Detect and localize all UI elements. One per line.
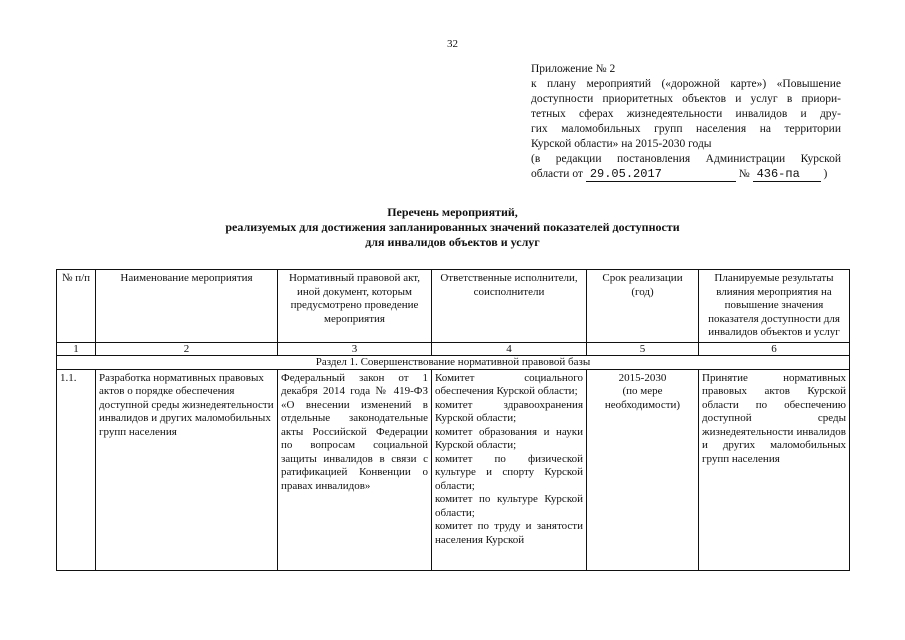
appendix-line: доступности приоритетных объектов и услуг в приори- — [531, 93, 841, 105]
row-name: Разработка нормативных правовых актов о порядке обеспечения доступной среды жизнедеятельности инвалидов и других маломобильных групп населения — [96, 369, 278, 570]
executor-item: комитет образования и науки Курской области; — [435, 425, 583, 451]
title-line: Перечень мероприятий, — [387, 205, 518, 219]
column-number: 6 — [699, 342, 850, 355]
row-term — [587, 369, 699, 570]
section-row — [57, 355, 850, 369]
header-executors: Ответственные исполнители, соисполнители — [432, 270, 587, 343]
row-executors — [432, 369, 587, 570]
title-line: реализуемых для достижения запланированных значений показателей доступности — [225, 220, 680, 234]
executor-item: комитет здравоохранения Курской области; — [435, 398, 583, 424]
appendix-line: тетных сферах жизнедеятельности инвалидов и дру- — [531, 108, 841, 120]
title-line: для инвалидов объектов и услуг — [365, 235, 540, 249]
table-row — [57, 369, 850, 570]
table-header-row — [57, 270, 850, 343]
number-value: 436-па — [753, 168, 821, 182]
header-name: Наименование мероприятия — [96, 270, 278, 343]
column-number: 3 — [278, 342, 432, 355]
executor-item: Комитет социального обеспечения Курской области; — [435, 371, 583, 397]
executor-item: комитет по труду и занятости населения Курской — [435, 520, 583, 546]
page-number: 32 — [447, 38, 458, 50]
date-prefix: области от — [531, 168, 583, 180]
executor-item: комитет по физической культуре и спорту Курской области; — [435, 452, 583, 492]
column-number-row — [57, 342, 850, 355]
row-act: Федеральный закон от 1 декабря 2014 года № 419-ФЗ «О внесении изменений в отдельные законодательные акты Российской Федерации по вопросам социальной защиты инвалидов в связи с ратификацией Конвенции о правах инвалидов» — [278, 369, 432, 570]
column-number: 1 — [57, 342, 96, 355]
appendix-line: гих маломобильных групп населения на территории — [531, 123, 841, 135]
header-term: Срок реализации (год) — [587, 270, 699, 343]
date-value: 29.05.2017 — [586, 168, 736, 182]
header-act: Нормативный правовой акт, иной документ, которым предусмотрено проведение мероприятия — [278, 270, 432, 343]
term-years: 2015-2030 — [618, 371, 667, 384]
appendix-title: Приложение № 2 — [531, 63, 616, 75]
section-title: Раздел 1. Совершенствование нормативной правовой базы — [57, 355, 850, 369]
column-number: 2 — [96, 342, 278, 355]
header-result: Планируемые результаты влияния мероприятия на повышение значения показателя доступности для инвалидов объектов и услуг — [699, 270, 850, 343]
appendix-edition-line: (в редакции постановления Администрации Курской — [531, 153, 841, 165]
column-number: 4 — [432, 342, 587, 355]
document-title — [0, 205, 905, 250]
row-num: 1.1. — [57, 369, 96, 570]
appendix-line: к плану мероприятий («дорожной карте») «Повышение — [531, 78, 841, 90]
term-note: (по мере необходимости) — [604, 385, 681, 411]
appendix-line: Курской области» на 2015-2030 годы — [531, 138, 712, 150]
measures-table — [56, 269, 850, 571]
closing-paren: ) — [823, 168, 828, 180]
executor-item: комитет по культуре Курской области; — [435, 493, 583, 519]
header-num: № п/п — [57, 270, 96, 343]
appendix-date-line — [531, 167, 841, 182]
number-prefix: № — [738, 168, 750, 180]
column-number: 5 — [587, 342, 699, 355]
appendix-block — [531, 62, 841, 182]
row-result: Принятие нормативных правовых актов Курской области по обеспечению доступной среды жизнедеятельности инвалидов и других маломобильных групп населения — [699, 369, 850, 570]
